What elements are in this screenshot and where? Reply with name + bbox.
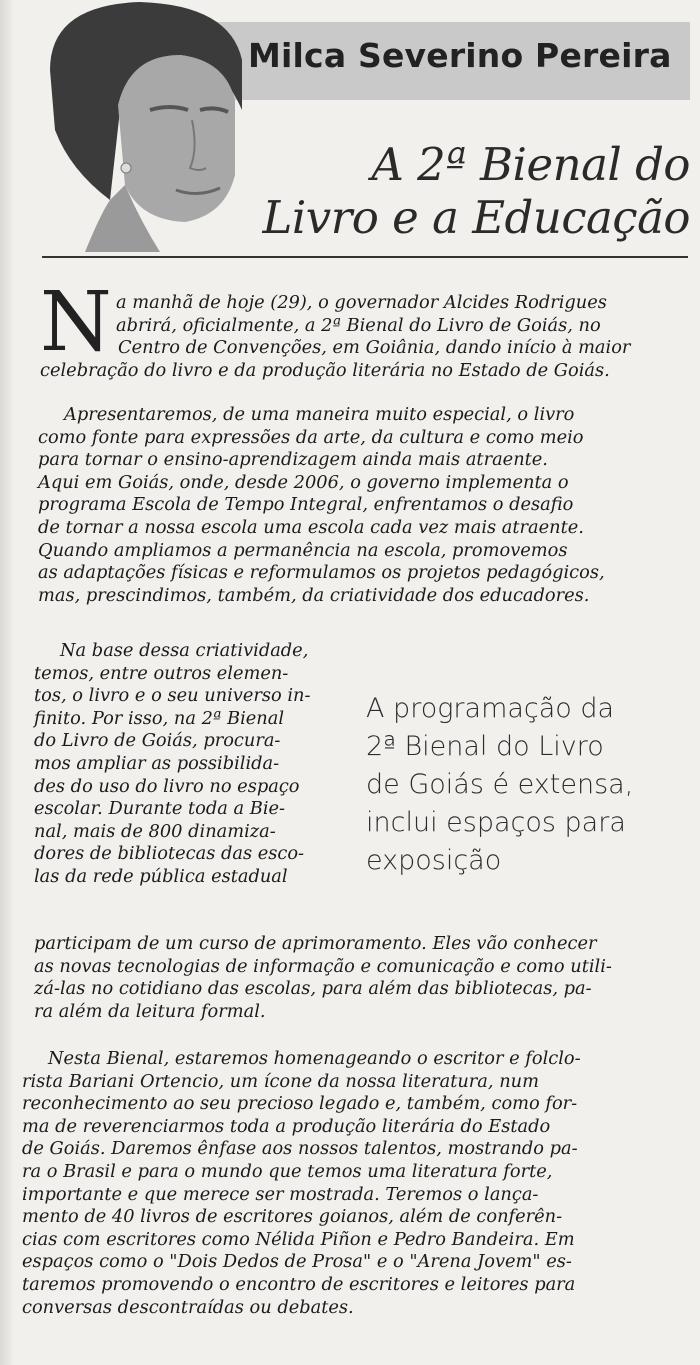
header-rule	[42, 256, 688, 258]
pull-quote-line: 2ª Bienal do Livro	[366, 731, 604, 762]
text-line: ra além da leitura formal.	[34, 1000, 266, 1022]
text-line: Centro de Convenções, em Goiânia, dando início à maior	[118, 337, 631, 359]
text-line: as adaptações físicas e reformulamos os projetos pedagógicos,	[38, 562, 605, 584]
text-line: Aqui em Goiás, onde, desde 2006, o governo implementa o	[38, 471, 569, 493]
pull-quote	[366, 690, 686, 880]
text-line: a manhã de hoje (29), o governador Alcides Rodrigues	[116, 292, 607, 313]
text-line: finito. Por isso, na 2ª Bienal	[34, 707, 285, 729]
article-headline	[240, 138, 690, 244]
drop-cap: N	[40, 275, 112, 370]
text-line: participam de um curso de aprimoramento. Eles vão conhecer	[34, 933, 597, 954]
text-line: abrirá, oficialmente, a 2ª Bienal do Livro de Goiás, no	[116, 314, 601, 336]
text-line: Quando ampliamos a permanência na escola, promovemos	[38, 539, 568, 561]
text-line: des do uso do livro no espaço	[34, 775, 300, 797]
text-line: tos, o livro e o seu universo in-	[34, 685, 311, 707]
headline-line-1: A 2ª Bienal do	[371, 138, 690, 191]
text-line: zá-las no cotidiano das escolas, para além das bibliotecas, pa-	[34, 978, 592, 1000]
text-line: programa Escola de Tempo Integral, enfrentamos o desafio	[38, 494, 574, 516]
text-line: espaços como o "Dois Dedos de Prosa" e o "Arena Jovem" es-	[22, 1251, 572, 1273]
paragraph-3	[34, 640, 338, 889]
text-line: taremos promovendo o encontro de escritores e leitores para	[22, 1273, 576, 1295]
text-line: Apresentaremos, de uma maneira muito especial, o livro	[64, 404, 575, 425]
text-line: mas, prescindimos, também, da criatividade dos educadores.	[38, 584, 590, 606]
text-line: rista Bariani Ortencio, um ícone da nossa literatura, num	[22, 1070, 539, 1092]
paragraph-4	[22, 1048, 686, 1319]
text-line: de tornar a nossa escola uma escola cada vez mais atraente.	[38, 516, 584, 538]
text-line: celebração do livro e da produção literária no Estado de Goiás.	[40, 359, 610, 381]
headline-line-2: Livro e a Educação	[262, 191, 690, 244]
text-line: como fonte para expressões da arte, da cultura e como meio	[38, 426, 584, 448]
text-line: escolar. Durante toda a Bie-	[34, 798, 286, 820]
text-line: temos, entre outros elemen-	[34, 662, 289, 684]
text-line: conversas descontraídas ou debates.	[22, 1296, 354, 1318]
column-header	[0, 0, 700, 262]
text-line: mento de 40 livros de escritores goianos, além de conferên-	[22, 1206, 563, 1228]
text-line: mos ampliar as possibilida-	[34, 752, 280, 774]
text-line: nal, mais de 800 dinamiza-	[34, 820, 276, 842]
text-line: cias com escritores como Nélida Piñon e Pedro Bandeira. Em	[22, 1228, 575, 1250]
paragraph-1	[40, 292, 688, 382]
author-portrait	[30, 0, 245, 252]
paragraph-2	[38, 404, 686, 607]
text-line: ma de reverenciarmos toda a produção literária do Estado	[22, 1115, 551, 1137]
text-line: as novas tecnologias de informação e comunicação e como utili-	[34, 955, 612, 977]
pull-quote-line: inclui espaços para	[366, 807, 626, 838]
text-line: de Goiás. Daremos ênfase aos nossos talentos, mostrando pa-	[22, 1138, 578, 1160]
pull-quote-line: A programação da	[366, 693, 615, 724]
text-line: Na base dessa criatividade,	[60, 640, 309, 661]
text-line: reconhecimento ao seu precioso legado e, também, como for-	[22, 1093, 578, 1115]
text-line: las da rede pública estadual	[34, 865, 288, 887]
pull-quote-line: exposição	[366, 845, 502, 876]
paragraph-3-continued	[34, 933, 684, 1023]
text-line: Nesta Bienal, estaremos homenageando o escritor e folclo-	[48, 1048, 581, 1069]
text-line: dores de bibliotecas das esco-	[34, 843, 305, 865]
text-line: importante e que merece ser mostrada. Teremos o lança-	[22, 1183, 539, 1205]
text-line: do Livro de Goiás, procura-	[34, 730, 281, 752]
text-line: para tornar o ensino-aprendizagem ainda mais atraente.	[38, 449, 548, 471]
text-line: ra o Brasil e para o mundo que temos uma literatura forte,	[22, 1160, 553, 1182]
author-name: Milca Severino Pereira	[248, 36, 672, 75]
pull-quote-line: de Goiás é extensa,	[366, 769, 634, 800]
